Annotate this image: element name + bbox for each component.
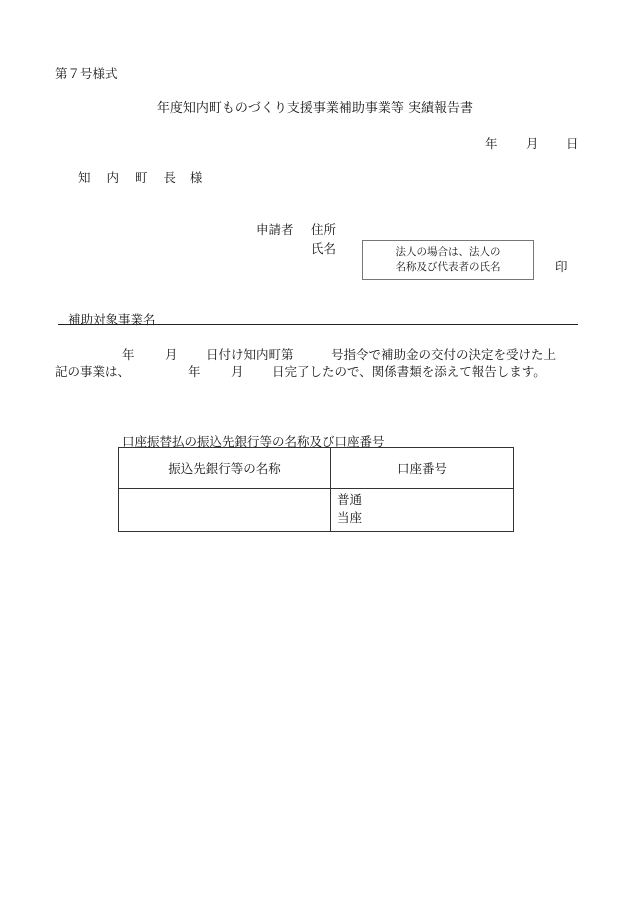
addressee-name: 知 内 町 長: [78, 170, 182, 185]
date-year-label: 年: [485, 136, 498, 151]
date-month-label: 月: [526, 136, 539, 151]
document-title: 年度知内町ものづくり支援事業補助事業等 実績報告書: [156, 101, 474, 116]
body-line2-start: 記の事業は、: [55, 364, 131, 379]
body-line2-year: 年: [188, 364, 201, 379]
table-header-row: [119, 448, 514, 489]
account-type-ordinary: 普通: [337, 492, 363, 507]
seal-mark: 印: [555, 259, 568, 274]
body-line1-day: 日付け知内町第: [206, 347, 294, 362]
applicant-label: 申請者: [256, 222, 294, 237]
body-line1-rest: 号指令で補助金の交付の決定を受けた上: [331, 347, 557, 362]
addressee: [78, 168, 208, 186]
bank-table-caption: 口座振替払の振込先銀行等の名称及び口座番号: [122, 434, 385, 449]
body-line1-month: 月: [165, 347, 178, 362]
name-label: 氏名: [311, 241, 337, 256]
addressee-honorific: 様: [189, 170, 209, 185]
address-label: 住所: [311, 222, 337, 237]
date-day-label: 日: [566, 136, 579, 151]
account-number-header: 口座番号: [331, 448, 514, 489]
corporate-name-note-box: [362, 240, 534, 280]
bank-name-cell: [119, 489, 331, 532]
project-name-label: 補助対象事業名: [68, 312, 156, 327]
form-number: 第７号様式: [55, 66, 118, 81]
account-number-cell: [331, 489, 514, 532]
body-line1-year: 年: [122, 347, 135, 362]
note-line-1: 法人の場合は、法人の: [395, 246, 501, 258]
account-type-current: 当座: [337, 510, 363, 525]
project-name-underline: [58, 324, 578, 325]
note-line-2: 名称及び代表者の氏名: [395, 261, 501, 273]
table-row: [119, 489, 514, 532]
bank-name-header: 振込先銀行等の名称: [119, 448, 331, 489]
body-line2-rest: 日完了したので、関係書類を添えて報告します。: [272, 364, 546, 379]
bank-account-table: [118, 447, 514, 532]
body-line2-month: 月: [231, 364, 244, 379]
